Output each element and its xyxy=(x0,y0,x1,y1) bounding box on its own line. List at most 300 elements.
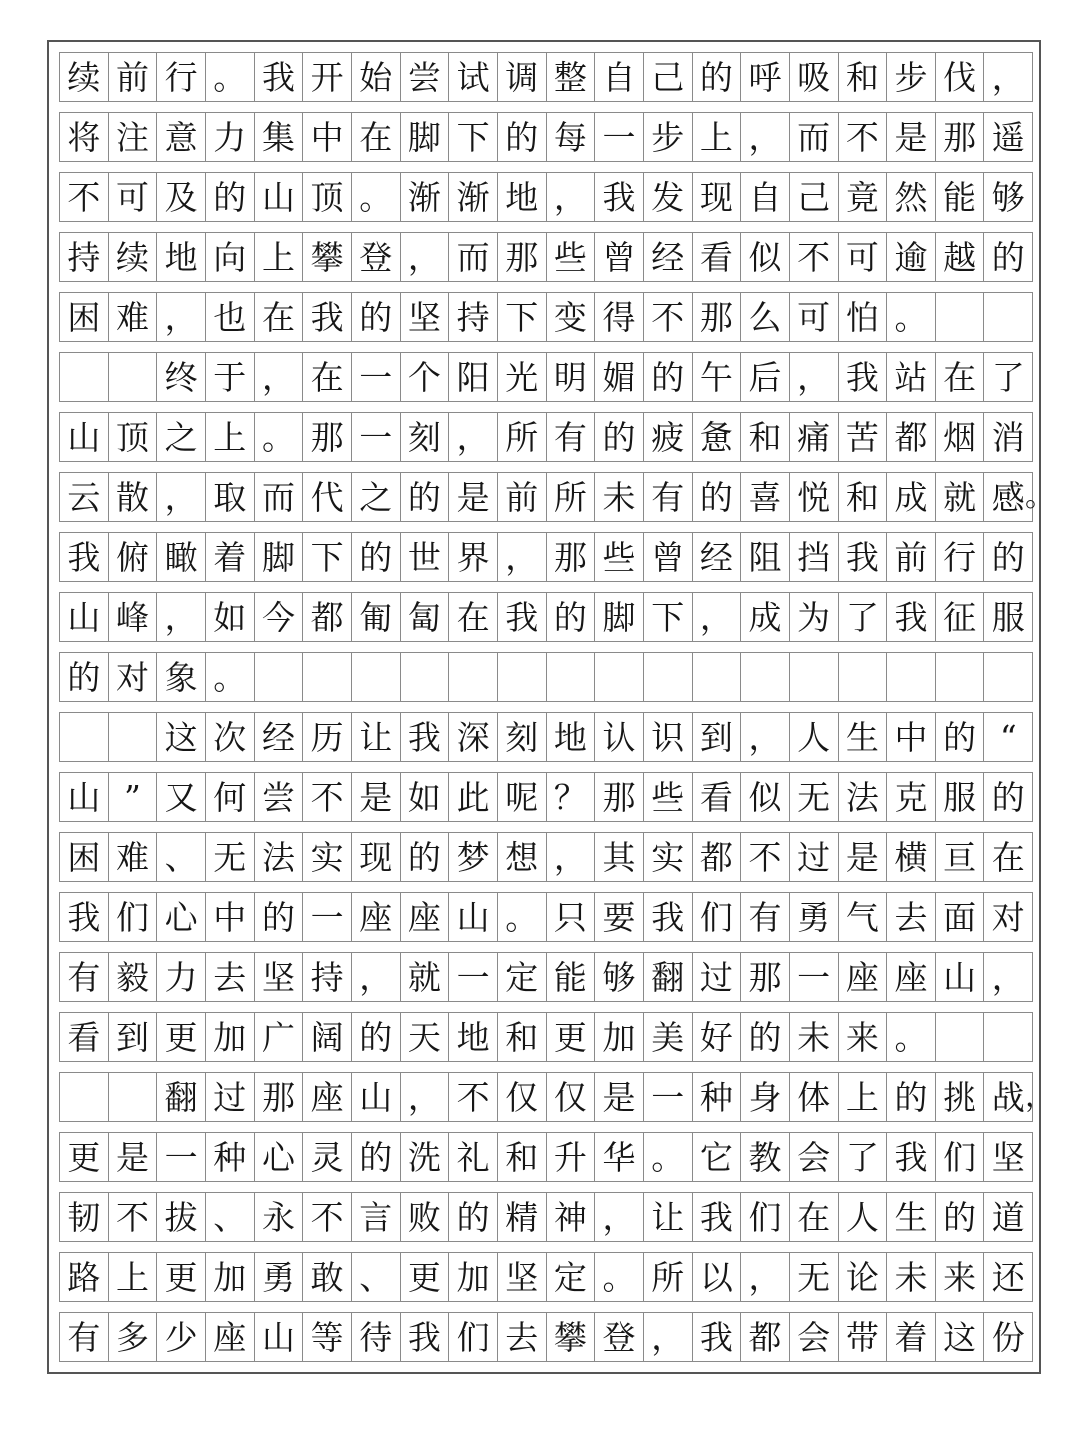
grid-cell: 云 xyxy=(60,473,109,521)
grid-cell: 经 xyxy=(255,713,304,761)
grid-cell: ， xyxy=(741,713,790,761)
grid-cell: 一 xyxy=(352,353,401,401)
grid-cell xyxy=(547,653,596,701)
grid-cell: 世 xyxy=(401,533,450,581)
grid-cell xyxy=(401,653,450,701)
grid-cell: 峰 xyxy=(109,593,158,641)
grid-cell: 生 xyxy=(887,1193,936,1241)
grid-cell xyxy=(352,653,401,701)
grid-cell: 困 xyxy=(60,833,109,881)
grid-cell: 惫 xyxy=(693,413,742,461)
grid-cell: 的 xyxy=(401,473,450,521)
grid-cell: 过 xyxy=(693,953,742,1001)
grid-cell: 那 xyxy=(547,533,596,581)
grid-cell: 华 xyxy=(595,1133,644,1181)
grid-row xyxy=(59,292,1033,342)
grid-cell: 我 xyxy=(693,1313,742,1361)
grid-cell: 要 xyxy=(595,893,644,941)
grid-cell: 会 xyxy=(790,1133,839,1181)
grid-cell: 。 xyxy=(887,1013,936,1061)
grid-cell: 曾 xyxy=(595,233,644,281)
grid-cell: 种 xyxy=(693,1073,742,1121)
grid-cell: 深 xyxy=(449,713,498,761)
grid-cell: 法 xyxy=(255,833,304,881)
grid-cell: 它 xyxy=(693,1133,742,1181)
grid-cell: ， xyxy=(157,293,206,341)
grid-cell: 所 xyxy=(644,1253,693,1301)
grid-cell: 不 xyxy=(60,173,109,221)
grid-cell xyxy=(644,653,693,701)
overflow-punctuation: 。 xyxy=(1025,479,1055,514)
grid-cell: 似 xyxy=(741,773,790,821)
grid-cell: 行 xyxy=(936,533,985,581)
grid-cell: 山 xyxy=(449,893,498,941)
grid-cell: 和 xyxy=(741,413,790,461)
grid-cell: 对 xyxy=(109,653,158,701)
grid-cell: 神 xyxy=(547,1193,596,1241)
grid-cell: 脚 xyxy=(401,113,450,161)
grid-cell: 在 xyxy=(449,593,498,641)
grid-cell: 尝 xyxy=(255,773,304,821)
grid-cell: ， xyxy=(157,473,206,521)
grid-cell: 阳 xyxy=(449,353,498,401)
grid-cell: 无 xyxy=(790,1253,839,1301)
grid-cell: 一 xyxy=(449,953,498,1001)
grid-cell: 勇 xyxy=(255,1253,304,1301)
grid-cell: ， xyxy=(547,173,596,221)
grid-cell: 去 xyxy=(498,1313,547,1361)
grid-cell: 座 xyxy=(401,893,450,941)
grid-cell: 而 xyxy=(790,113,839,161)
grid-cell: ， xyxy=(984,953,1033,1001)
grid-cell: 心 xyxy=(157,893,206,941)
grid-cell: 喜 xyxy=(741,473,790,521)
grid-cell: 历 xyxy=(303,713,352,761)
grid-cell: 山 xyxy=(60,773,109,821)
grid-cell: 不 xyxy=(790,233,839,281)
grid-cell: 行 xyxy=(157,53,206,101)
grid-cell: 过 xyxy=(206,1073,255,1121)
grid-cell: 的 xyxy=(449,1193,498,1241)
grid-cell: 韧 xyxy=(60,1193,109,1241)
grid-cell: 挑 xyxy=(936,1073,985,1121)
grid-cell: 变 xyxy=(547,293,596,341)
grid-cell: 座 xyxy=(352,893,401,941)
grid-cell: 我 xyxy=(60,893,109,941)
grid-cell: 所 xyxy=(498,413,547,461)
grid-cell: 带 xyxy=(839,1313,888,1361)
grid-cell: 向 xyxy=(206,233,255,281)
grid-cell: 翻 xyxy=(157,1073,206,1121)
grid-cell: ， xyxy=(498,533,547,581)
grid-cell: 己 xyxy=(790,173,839,221)
grid-cell: 不 xyxy=(741,833,790,881)
grid-cell: 的 xyxy=(936,1193,985,1241)
grid-cell: 步 xyxy=(887,53,936,101)
grid-row xyxy=(59,952,1033,1002)
grid-cell: 力 xyxy=(157,953,206,1001)
grid-cell: 是 xyxy=(595,1073,644,1121)
grid-cell: 匐 xyxy=(401,593,450,641)
grid-row xyxy=(59,1252,1033,1302)
grid-cell: 的 xyxy=(547,593,596,641)
grid-cell: 我 xyxy=(887,593,936,641)
grid-cell: 上 xyxy=(693,113,742,161)
grid-cell: 那 xyxy=(595,773,644,821)
grid-cell: 克 xyxy=(887,773,936,821)
grid-cell: 在 xyxy=(936,353,985,401)
grid-cell: 加 xyxy=(206,1013,255,1061)
grid-cell: 有 xyxy=(547,413,596,461)
grid-cell: 教 xyxy=(741,1133,790,1181)
grid-cell: 挡 xyxy=(790,533,839,581)
grid-cell xyxy=(984,1013,1033,1061)
grid-cell: 是 xyxy=(449,473,498,521)
grid-cell: 份 xyxy=(984,1313,1033,1361)
grid-cell: 整 xyxy=(547,53,596,101)
grid-cell: 灵 xyxy=(303,1133,352,1181)
grid-cell: 了 xyxy=(839,1133,888,1181)
grid-cell: 征 xyxy=(936,593,985,641)
grid-cell: 气 xyxy=(839,893,888,941)
grid-cell: 去 xyxy=(887,893,936,941)
grid-cell: 逾 xyxy=(887,233,936,281)
grid-cell: 看 xyxy=(60,1013,109,1061)
grid-cell: ， xyxy=(741,1253,790,1301)
grid-cell: 翻 xyxy=(644,953,693,1001)
grid-cell: 那 xyxy=(303,413,352,461)
grid-cell: 更 xyxy=(157,1013,206,1061)
grid-cell: 刻 xyxy=(498,713,547,761)
grid-cell: 一 xyxy=(644,1073,693,1121)
grid-cell: ” xyxy=(109,773,158,821)
grid-cell: 登 xyxy=(595,1313,644,1361)
grid-cell: 体 xyxy=(790,1073,839,1121)
grid-cell xyxy=(109,1073,158,1121)
grid-cell: 疲 xyxy=(644,413,693,461)
grid-cell: 无 xyxy=(206,833,255,881)
grid-cell: 刻 xyxy=(401,413,450,461)
grid-row xyxy=(59,712,1033,762)
grid-cell: 认 xyxy=(595,713,644,761)
grid-cell xyxy=(303,653,352,701)
grid-cell: 脚 xyxy=(595,593,644,641)
grid-cell: 地 xyxy=(157,233,206,281)
grid-cell: 一 xyxy=(595,113,644,161)
grid-cell: 我 xyxy=(839,353,888,401)
grid-cell: 我 xyxy=(887,1133,936,1181)
grid-cell: 经 xyxy=(644,233,693,281)
grid-cell: 始 xyxy=(352,53,401,101)
grid-cell xyxy=(60,713,109,761)
grid-cell: 前 xyxy=(887,533,936,581)
grid-cell: 和 xyxy=(498,1133,547,1181)
grid-cell: 都 xyxy=(887,413,936,461)
grid-cell: 怕 xyxy=(839,293,888,341)
grid-cell: 更 xyxy=(60,1133,109,1181)
grid-cell: 。 xyxy=(206,53,255,101)
grid-cell: 何 xyxy=(206,773,255,821)
grid-cell: 只 xyxy=(547,893,596,941)
grid-cell: 到 xyxy=(109,1013,158,1061)
grid-cell: 步 xyxy=(644,113,693,161)
grid-cell: 天 xyxy=(401,1013,450,1061)
grid-cell: 定 xyxy=(547,1253,596,1301)
grid-cell: 的 xyxy=(693,53,742,101)
grid-cell: 那 xyxy=(693,293,742,341)
grid-cell: 来 xyxy=(839,1013,888,1061)
grid-cell: 山 xyxy=(60,413,109,461)
grid-cell: 了 xyxy=(984,353,1033,401)
grid-cell: 一 xyxy=(157,1133,206,1181)
grid-cell: ， xyxy=(693,593,742,641)
grid-cell: 过 xyxy=(790,833,839,881)
grid-cell: 仅 xyxy=(547,1073,596,1121)
grid-cell: 些 xyxy=(595,533,644,581)
grid-cell: 注 xyxy=(109,113,158,161)
grid-cell xyxy=(984,653,1033,701)
grid-cell: 我 xyxy=(693,1193,742,1241)
grid-cell: 是 xyxy=(839,833,888,881)
grid-cell: 论 xyxy=(839,1253,888,1301)
grid-cell: 。 xyxy=(595,1253,644,1301)
grid-cell: 的 xyxy=(644,353,693,401)
grid-cell: 让 xyxy=(644,1193,693,1241)
grid-cell: 未 xyxy=(595,473,644,521)
grid-cell: 尝 xyxy=(401,53,450,101)
grid-cell: 法 xyxy=(839,773,888,821)
grid-cell: 敢 xyxy=(303,1253,352,1301)
grid-cell: ， xyxy=(401,233,450,281)
grid-cell: 够 xyxy=(595,953,644,1001)
grid-cell: 人 xyxy=(790,713,839,761)
grid-cell: 的 xyxy=(936,713,985,761)
grid-cell: 能 xyxy=(547,953,596,1001)
grid-cell: 之 xyxy=(157,413,206,461)
grid-cell xyxy=(790,653,839,701)
grid-cell: 山 xyxy=(255,173,304,221)
grid-row xyxy=(59,532,1033,582)
grid-cell: 午 xyxy=(693,353,742,401)
grid-cell: 现 xyxy=(352,833,401,881)
grid-cell: 散 xyxy=(109,473,158,521)
grid-row xyxy=(59,1312,1033,1362)
grid-cell: 。 xyxy=(255,413,304,461)
grid-cell: 在 xyxy=(303,353,352,401)
grid-cell: 服 xyxy=(984,593,1033,641)
grid-cell: 的 xyxy=(984,773,1033,821)
grid-cell: 脚 xyxy=(255,533,304,581)
grid-cell: 对 xyxy=(984,893,1033,941)
grid-cell: 续 xyxy=(60,53,109,101)
grid-cell: ， xyxy=(984,53,1033,101)
grid-cell: 那 xyxy=(255,1073,304,1121)
grid-cell: 能 xyxy=(936,173,985,221)
grid-cell: 洗 xyxy=(401,1133,450,1181)
grid-cell: 加 xyxy=(595,1013,644,1061)
grid-cell: 终 xyxy=(157,353,206,401)
grid-cell: 不 xyxy=(303,1193,352,1241)
grid-cell: 遥 xyxy=(984,113,1033,161)
grid-cell: 们 xyxy=(936,1133,985,1181)
grid-cell: 多 xyxy=(109,1313,158,1361)
grid-cell: 为 xyxy=(790,593,839,641)
grid-cell: 更 xyxy=(157,1253,206,1301)
grid-cell: 是 xyxy=(109,1133,158,1181)
grid-cell: 下 xyxy=(303,533,352,581)
grid-cell: 感 xyxy=(984,473,1033,521)
grid-cell: 就 xyxy=(936,473,985,521)
grid-cell: 烟 xyxy=(936,413,985,461)
grid-cell: 难 xyxy=(109,293,158,341)
grid-cell xyxy=(839,653,888,701)
grid-cell: 是 xyxy=(887,113,936,161)
grid-cell: 服 xyxy=(936,773,985,821)
grid-cell: 续 xyxy=(109,233,158,281)
grid-cell: 匍 xyxy=(352,593,401,641)
grid-cell: 们 xyxy=(741,1193,790,1241)
grid-cell: 曾 xyxy=(644,533,693,581)
grid-cell: 经 xyxy=(693,533,742,581)
grid-cell: “ xyxy=(984,713,1033,761)
grid-cell: 定 xyxy=(498,953,547,1001)
grid-cell: 仅 xyxy=(498,1073,547,1121)
grid-cell: 俯 xyxy=(109,533,158,581)
grid-cell: 竟 xyxy=(839,173,888,221)
grid-cell: 想 xyxy=(498,833,547,881)
grid-row xyxy=(59,412,1033,462)
grid-cell: 未 xyxy=(790,1013,839,1061)
grid-row xyxy=(59,1192,1033,1242)
grid-cell: 中 xyxy=(206,893,255,941)
grid-cell: 顶 xyxy=(109,413,158,461)
grid-cell: ， xyxy=(595,1193,644,1241)
grid-cell: 也 xyxy=(206,293,255,341)
grid-cell: ， xyxy=(352,953,401,1001)
grid-cell: 在 xyxy=(352,113,401,161)
grid-cell: 梦 xyxy=(449,833,498,881)
grid-cell: 到 xyxy=(693,713,742,761)
grid-cell: 可 xyxy=(839,233,888,281)
grid-cell: ， xyxy=(741,113,790,161)
grid-cell: 力 xyxy=(206,113,255,161)
grid-cell: 生 xyxy=(839,713,888,761)
grid-cell: 那 xyxy=(498,233,547,281)
grid-cell: 等 xyxy=(303,1313,352,1361)
grid-row xyxy=(59,832,1033,882)
grid-cell: 地 xyxy=(449,1013,498,1061)
grid-cell: 成 xyxy=(887,473,936,521)
grid-cell: 现 xyxy=(693,173,742,221)
grid-cell: 和 xyxy=(498,1013,547,1061)
grid-cell: 又 xyxy=(157,773,206,821)
grid-cell: 更 xyxy=(547,1013,596,1061)
grid-cell: 是 xyxy=(352,773,401,821)
grid-cell: 而 xyxy=(255,473,304,521)
grid-cell xyxy=(936,653,985,701)
grid-cell: ， xyxy=(401,1073,450,1121)
grid-cell: 不 xyxy=(839,113,888,161)
grid-cell: 消 xyxy=(984,413,1033,461)
grid-cell: 顶 xyxy=(303,173,352,221)
grid-cell: 拔 xyxy=(157,1193,206,1241)
grid-cell: 在 xyxy=(790,1193,839,1241)
grid-cell: 的 xyxy=(984,533,1033,581)
grid-row xyxy=(59,472,1055,522)
grid-cell xyxy=(741,653,790,701)
grid-cell: 成 xyxy=(741,593,790,641)
grid-cell: 山 xyxy=(936,953,985,1001)
grid-cell: 座 xyxy=(303,1073,352,1121)
grid-cell: 去 xyxy=(206,953,255,1001)
grid-cell: 自 xyxy=(595,53,644,101)
grid-cell: 中 xyxy=(303,113,352,161)
grid-cell: 美 xyxy=(644,1013,693,1061)
grid-row xyxy=(59,52,1033,102)
grid-cell: 我 xyxy=(498,593,547,641)
grid-cell: 如 xyxy=(206,593,255,641)
grid-cell: 山 xyxy=(255,1313,304,1361)
grid-cell: 如 xyxy=(401,773,450,821)
grid-cell: 渐 xyxy=(401,173,450,221)
grid-cell: 取 xyxy=(206,473,255,521)
grid-cell: 的 xyxy=(352,1013,401,1061)
grid-cell: ？ xyxy=(547,773,596,821)
grid-cell: 。 xyxy=(352,173,401,221)
grid-cell: 悦 xyxy=(790,473,839,521)
grid-row xyxy=(59,1132,1033,1182)
grid-cell: 道 xyxy=(984,1193,1033,1241)
grid-cell: 一 xyxy=(303,893,352,941)
grid-cell: 我 xyxy=(60,533,109,581)
grid-cell: 可 xyxy=(790,293,839,341)
grid-cell: 广 xyxy=(255,1013,304,1061)
grid-cell: 持 xyxy=(449,293,498,341)
grid-cell: 我 xyxy=(644,893,693,941)
grid-cell: 我 xyxy=(401,713,450,761)
grid-cell: 上 xyxy=(109,1253,158,1301)
grid-cell: 的 xyxy=(255,893,304,941)
grid-cell: 苦 xyxy=(839,413,888,461)
grid-cell: 更 xyxy=(401,1253,450,1301)
grid-cell: 困 xyxy=(60,293,109,341)
grid-cell: 毅 xyxy=(109,953,158,1001)
grid-cell: 上 xyxy=(206,413,255,461)
grid-cell: 们 xyxy=(109,893,158,941)
grid-cell: 明 xyxy=(547,353,596,401)
grid-cell: 每 xyxy=(547,113,596,161)
grid-cell: 好 xyxy=(693,1013,742,1061)
grid-cell: 不 xyxy=(644,293,693,341)
grid-cell: 都 xyxy=(741,1313,790,1361)
grid-cell: 我 xyxy=(595,173,644,221)
grid-cell: 勇 xyxy=(790,893,839,941)
grid-cell: 个 xyxy=(401,353,450,401)
grid-cell: 界 xyxy=(449,533,498,581)
essay-grid-paper xyxy=(47,40,1055,1374)
grid-cell xyxy=(984,293,1033,341)
grid-cell: 让 xyxy=(352,713,401,761)
grid-cell: 下 xyxy=(644,593,693,641)
grid-cell: 下 xyxy=(449,113,498,161)
grid-cell: 攀 xyxy=(547,1313,596,1361)
grid-cell xyxy=(109,353,158,401)
grid-cell: 少 xyxy=(157,1313,206,1361)
grid-cell: 。 xyxy=(498,893,547,941)
grid-cell: 了 xyxy=(839,593,888,641)
grid-cell: 够 xyxy=(984,173,1033,221)
grid-cell: 待 xyxy=(352,1313,401,1361)
